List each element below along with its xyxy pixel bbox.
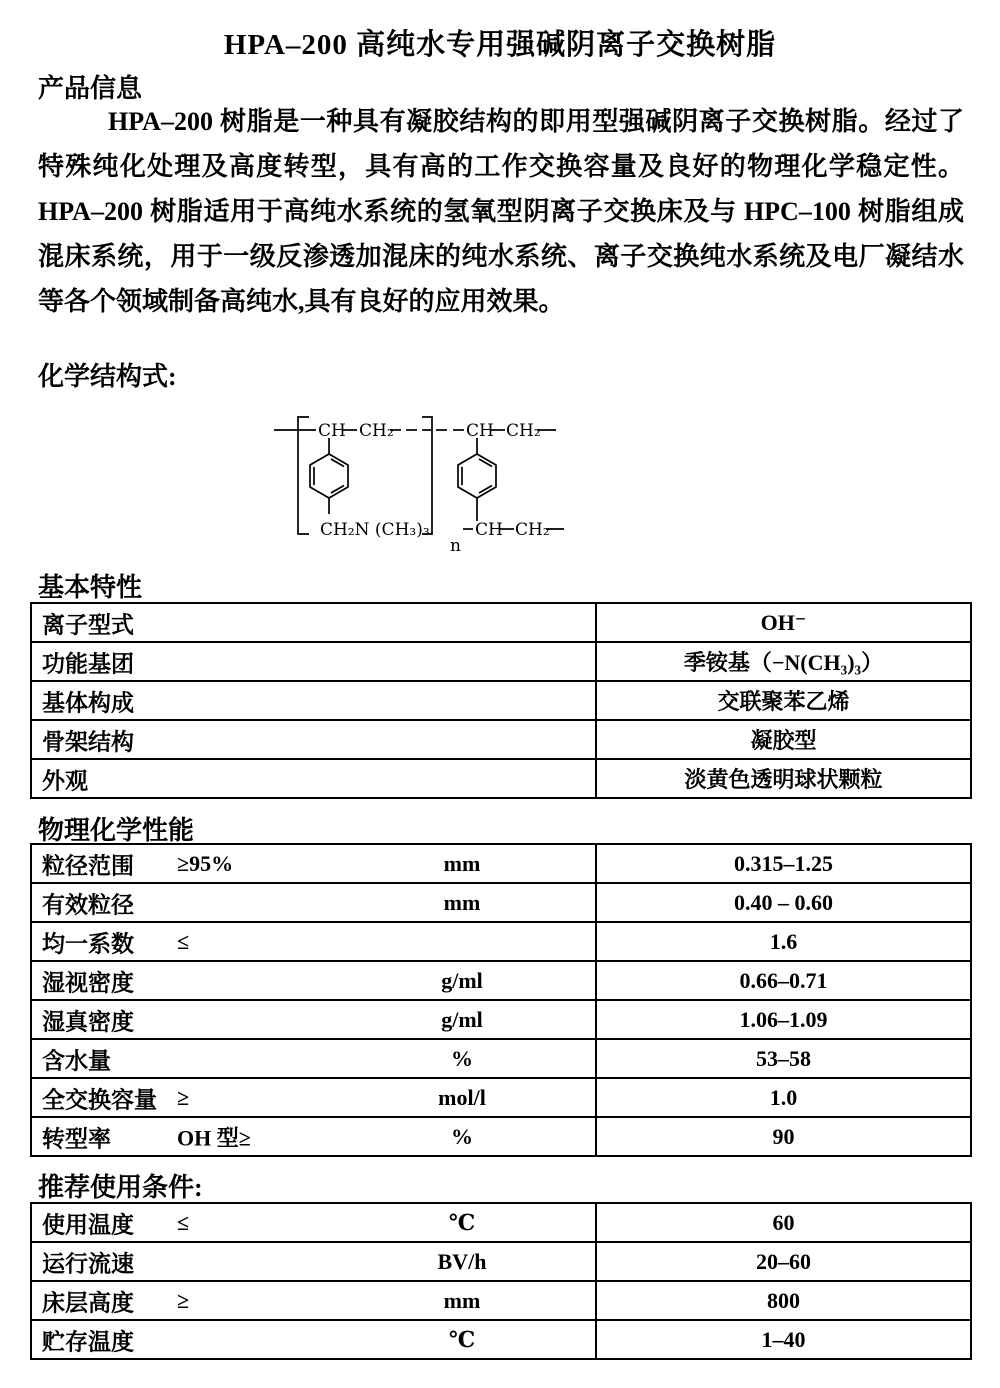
formula-ch-label: CH <box>466 421 494 441</box>
paragraph-line: 混床系统，用于一级反渗透加混床的纯水系统、离子交换纯水系统及电厂凝结水 <box>38 242 964 271</box>
basic-properties-heading: 基本特性 <box>38 573 143 602</box>
row-value: 凝胶型 <box>596 720 971 759</box>
row-unit: % <box>451 1123 473 1149</box>
paragraph-line: 特殊纯化处理及高度转型，具有高的工作交换容量及良好的物理化学稳定性。 <box>38 152 964 181</box>
row-label: 使用温度 <box>42 1212 134 1237</box>
table-row <box>31 883 971 922</box>
table-row <box>31 1320 971 1359</box>
row-unit: ℃ <box>448 1209 476 1235</box>
row-value: 53–58 <box>596 1039 971 1078</box>
row-unit: g/ml <box>441 967 483 993</box>
right-bracket <box>422 417 432 534</box>
benzene-ring-left <box>310 454 348 498</box>
formula-repeat-subscript: n <box>450 536 461 556</box>
row-unit: ℃ <box>448 1326 476 1352</box>
basic-properties-table <box>30 602 972 799</box>
paragraph-line: HPA–200 树脂是一种具有凝胶结构的即用型强碱阴离子交换树脂。经过了 <box>108 107 964 136</box>
row-qualifier: ≥ <box>177 1287 190 1313</box>
physchem-heading: 物理化学性能 <box>38 816 195 845</box>
row-label: 运行流速 <box>42 1251 134 1276</box>
formula-ch-label: CH <box>475 520 503 540</box>
row-label: 床层高度 <box>42 1290 134 1315</box>
table-row <box>31 922 971 961</box>
row-value: 季铵基（−N(CH₃)₃） <box>596 642 971 681</box>
product-info-heading: 产品信息 <box>38 74 143 103</box>
row-label: 含水量 <box>42 1048 111 1073</box>
row-unit: mol/l <box>438 1084 486 1110</box>
table-row <box>31 961 971 1000</box>
row-value: 0.315–1.25 <box>596 844 971 883</box>
row-unit: mm <box>443 889 481 915</box>
row-value: 0.66–0.71 <box>596 961 971 1000</box>
row-label: 贮存温度 <box>42 1329 134 1354</box>
table-row <box>31 1203 971 1242</box>
table-row <box>31 681 971 720</box>
row-label: 功能基团 <box>42 651 134 676</box>
paragraph-line: 等各个领域制备高纯水,具有良好的应用效果。 <box>38 287 565 316</box>
row-value: 淡黄色透明球状颗粒 <box>596 759 971 798</box>
row-label: 离子型式 <box>42 612 134 637</box>
product-info-paragraph <box>38 99 964 324</box>
row-unit: mm <box>443 850 481 876</box>
table-row <box>31 603 971 642</box>
row-unit: % <box>451 1045 473 1071</box>
row-label: 湿真密度 <box>42 1009 134 1034</box>
usage-conditions-table <box>30 1202 972 1360</box>
table-row <box>31 1078 971 1117</box>
row-label: 转型率 <box>42 1126 111 1151</box>
table-row <box>31 1000 971 1039</box>
row-unit: BV/h <box>437 1248 487 1274</box>
row-qualifier: ≤ <box>177 1209 190 1235</box>
formula-ch2-label: CH₂ <box>515 520 550 540</box>
row-value: 1–40 <box>596 1320 971 1359</box>
row-unit: g/ml <box>441 1006 483 1032</box>
row-label: 全交换容量 <box>42 1087 157 1112</box>
table-row <box>31 642 971 681</box>
table-row <box>31 844 971 883</box>
row-unit: mm <box>443 1287 481 1313</box>
row-value: 20–60 <box>596 1242 971 1281</box>
row-value: 0.40 – 0.60 <box>596 883 971 922</box>
formula-amine-label: CH₂N (CH₃)₃ <box>320 520 430 540</box>
row-value: 交联聚苯乙烯 <box>596 681 971 720</box>
row-label: 粒径范围 <box>42 853 134 878</box>
row-label: 湿视密度 <box>42 970 134 995</box>
row-label: 有效粒径 <box>42 892 134 917</box>
table-row <box>31 759 971 798</box>
row-label: 均一系数 <box>42 931 134 956</box>
formula-ch2-label: CH₂ <box>359 421 394 441</box>
row-label: 外观 <box>42 768 88 793</box>
row-qualifier: ≥95% <box>177 850 234 876</box>
table-row <box>31 1117 971 1156</box>
paragraph-line: HPA–200 树脂适用于高纯水系统的氢氧型阴离子交换床及与 HPC–100 树脂组成 <box>38 197 964 226</box>
table-row <box>31 720 971 759</box>
row-value: 800 <box>596 1281 971 1320</box>
row-value: 1.06–1.09 <box>596 1000 971 1039</box>
table-row <box>31 1039 971 1078</box>
formula-ch2-label: CH₂ <box>506 421 541 441</box>
table-row <box>31 1242 971 1281</box>
physchem-table <box>30 843 972 1157</box>
row-qualifier: ≤ <box>177 928 190 954</box>
row-value: OH⁻ <box>596 603 971 642</box>
row-qualifier: OH 型≥ <box>177 1125 251 1150</box>
row-value: 1.6 <box>596 922 971 961</box>
row-label: 骨架结构 <box>42 729 134 754</box>
usage-conditions-heading: 推荐使用条件: <box>38 1173 203 1202</box>
formula-ch-label: CH <box>318 421 346 441</box>
row-value: 90 <box>596 1117 971 1156</box>
row-value: 60 <box>596 1203 971 1242</box>
table-row <box>31 1281 971 1320</box>
structure-heading: 化学结构式: <box>38 362 177 391</box>
left-bracket <box>298 417 309 534</box>
benzene-ring-right <box>458 454 496 498</box>
row-value: 1.0 <box>596 1078 971 1117</box>
row-qualifier: ≥ <box>177 1084 190 1110</box>
page-title: HPA–200 高纯水专用强碱阴离子交换树脂 <box>223 29 777 61</box>
chemical-structure-diagram <box>272 404 572 556</box>
row-label: 基体构成 <box>42 690 134 715</box>
